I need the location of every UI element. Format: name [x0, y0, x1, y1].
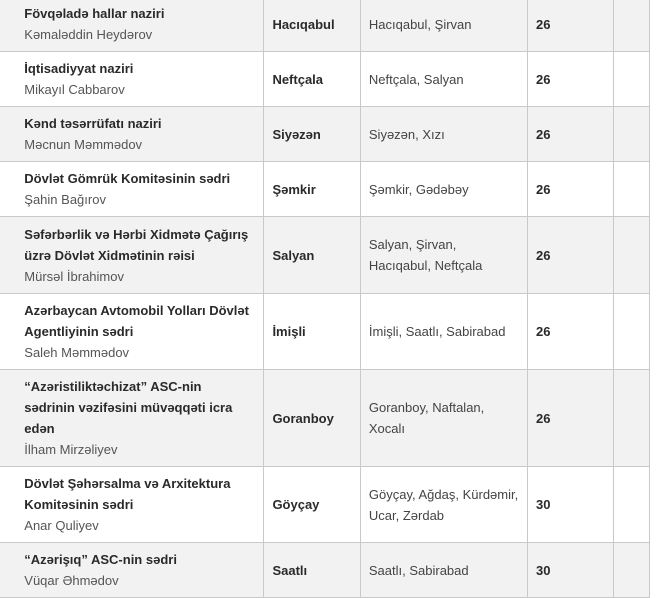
table-row: [0, 107, 650, 162]
number: 30: [528, 467, 614, 543]
official-name: Şahin Bağırov: [24, 192, 106, 207]
official-title: “Azəristiliktəchizat” ASC-nin sədrinin vəzifəsini müvəqqəti icra edən: [24, 379, 233, 436]
table-row: [0, 162, 650, 217]
district: İmişli: [264, 294, 360, 370]
district: Hacıqabul: [264, 0, 360, 52]
number: 26: [528, 217, 614, 294]
number: 26: [528, 52, 614, 107]
number: 26: [528, 107, 614, 162]
number: 26: [528, 0, 614, 52]
official-title: Kənd təsərrüfatı naziri: [24, 116, 162, 131]
district: Göyçay: [264, 467, 360, 543]
areas: Goranboy, Naftalan, Xocalı: [360, 370, 527, 467]
areas: Neftçala, Salyan: [360, 52, 527, 107]
official-name: Mikayıl Cabbarov: [24, 82, 125, 97]
district: Saatlı: [264, 543, 360, 598]
table-row: [0, 467, 650, 543]
table-row: [0, 370, 650, 467]
district: Şəmkir: [264, 162, 360, 217]
areas: Göyçay, Ağdaş, Kürdəmir, Ucar, Zərdab: [360, 467, 527, 543]
official-title: Səfərbərlik və Hərbi Xidmətə Çağırış üzrə Dövlət Xidmətinin rəisi: [24, 226, 249, 263]
areas: Hacıqabul, Şirvan: [360, 0, 527, 52]
official-name: Məcnun Məmmədov: [24, 137, 143, 152]
district: Siyəzən: [264, 107, 360, 162]
table-row: [0, 217, 650, 294]
district: Salyan: [264, 217, 360, 294]
areas: Şəmkir, Gədəbəy: [360, 162, 527, 217]
official-name: Mürsəl İbrahimov: [24, 268, 124, 284]
table-row: [0, 294, 650, 370]
official-title: “Azərişıq” ASC-nin sədri: [24, 552, 177, 567]
official-title: Dövlət Şəhərsalma və Arxitektura Komitəsinin sədri: [24, 476, 231, 512]
district: Neftçala: [264, 52, 360, 107]
official-name: Kəmaləddin Heydərov: [24, 27, 153, 42]
official-name: Anar Quliyev: [24, 518, 99, 533]
number: 26: [528, 162, 614, 217]
official-name: Vüqar Əhmədov: [24, 573, 119, 588]
number: 26: [528, 370, 614, 467]
areas: Saatlı, Sabirabad: [360, 543, 527, 598]
table-row: [0, 52, 650, 107]
official-title: İqtisadiyyat naziri: [24, 61, 134, 76]
table-row: [0, 543, 650, 598]
official-title: Azərbaycan Avtomobil Yolları Dövlət Agentliyinin sədri: [24, 303, 249, 339]
official-title: Dövlət Gömrük Komitəsinin sədri: [24, 171, 231, 186]
table-row: [0, 0, 650, 52]
district: Goranboy: [264, 370, 360, 467]
official-title: Fövqəladə hallar naziri: [24, 6, 165, 21]
number: 26: [528, 294, 614, 370]
official-name: Saleh Məmmədov: [24, 345, 130, 360]
areas: Siyəzən, Xızı: [360, 107, 527, 162]
official-name: İlham Mirzəliyev: [24, 442, 118, 457]
number: 30: [528, 543, 614, 598]
areas: İmişli, Saatlı, Sabirabad: [360, 294, 527, 370]
areas: Salyan, Şirvan, Hacıqabul, Neftçala: [360, 217, 527, 294]
